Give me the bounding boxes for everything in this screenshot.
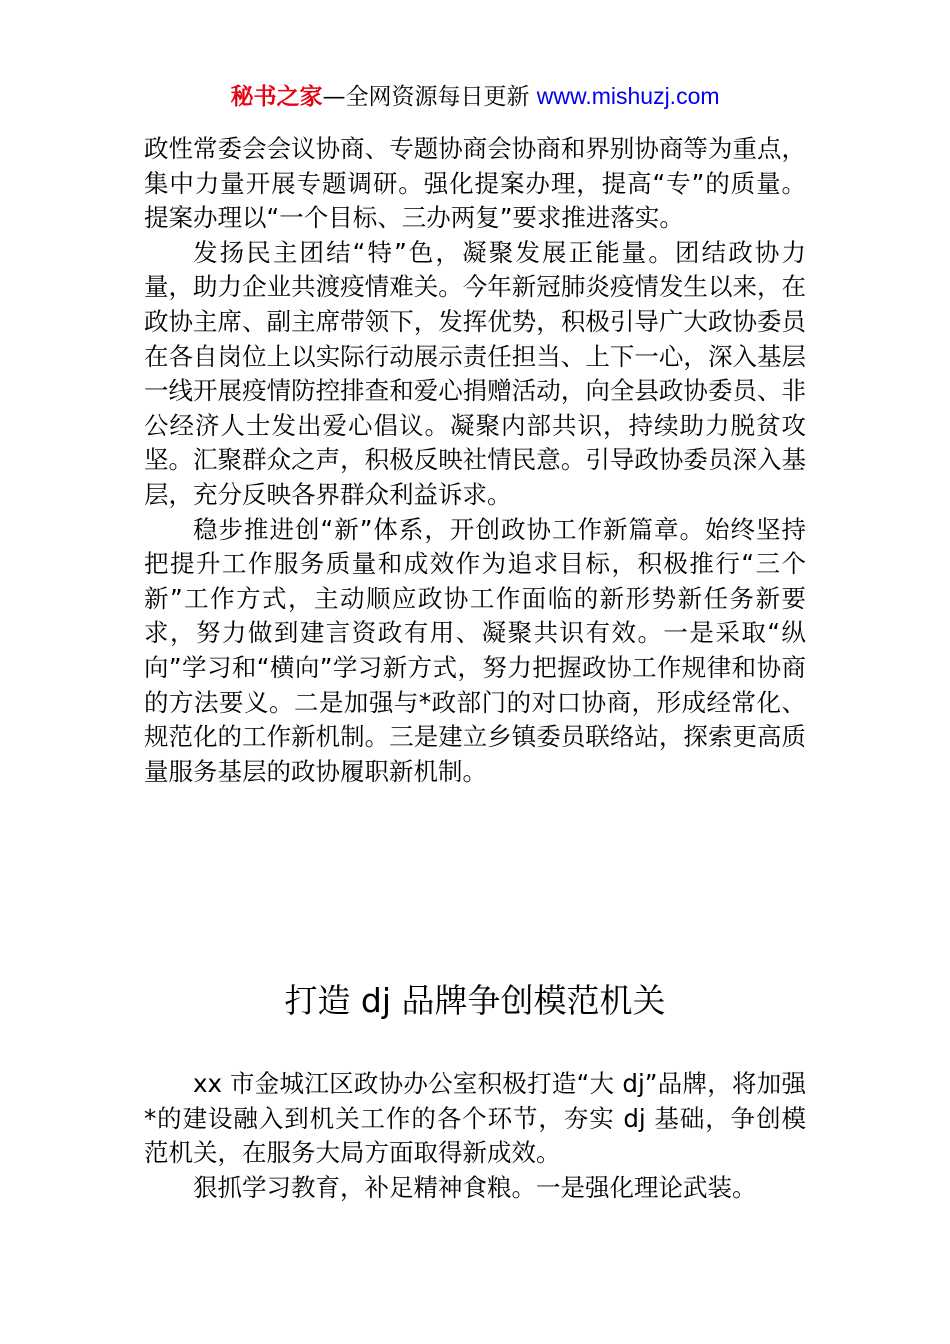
paragraph-innovation: 稳步推进创“新”体系，开创政协工作新篇章。始终坚持把提升工作服务质量和成效作为追求目标，积极推行“三个新”工作方式，主动顺应政协工作面临的新形势新任务新要求，努力做到建言资政有用、凝聚共识有效。一是采取“纵向”学习和“横向”学习新方式，努力把握政协工作规律和协商的方法要义。二是加强与*政部门的对口协商，形成经常化、规范化的工作新机制。三是建立乡镇委员联络站，探索更高质量服务基层的政协履职新机制。 xyxy=(144,514,806,786)
page-header xyxy=(0,80,950,113)
paragraph-continued: 政性常委会会议协商、专题协商会协商和界别协商等为重点，集中力量开展专题调研。强化提案办理，提高“专”的质量。提案办理以“一个目标、三办两复”要求推进落实。 xyxy=(144,134,806,233)
paragraph-democratic-unity: 发扬民主团结“特”色，凝聚发展正能量。团结政协力量，助力企业共渡疫情难关。今年新冠肺炎疫情发生以来，在政协主席、副主席带领下，发挥优势，积极引导广大政协委员在各自岗位上以实际行动展示责任担当、上下一心，深入基层一线开展疫情防控排查和爱心捐赠活动，向全县政协委员、非公经济人士发出爱心倡议。凝聚内部共识，持续助力脱贫攻坚。汇聚群众之声，积极反映社情民意。引导政协委员深入基层，充分反映各界群众利益诉求。 xyxy=(144,237,806,509)
header-site-link[interactable]: www.mishuzj.com xyxy=(536,83,720,109)
header-tagline: —全网资源每日更新 xyxy=(322,84,537,110)
paragraph-intro: xx 市金城江区政协办公室积极打造“大 dj”品牌，将加强*的建设融入到机关工作的各个环节，夯实 dj 基础，争创模范机关，在服务大局方面取得新成效。 xyxy=(144,1069,806,1168)
text-block-1 xyxy=(144,132,806,789)
header-brand: 秘书之家 xyxy=(230,84,323,110)
text-block-2 xyxy=(144,1067,806,1205)
section-heading: 打造 dj 品牌争创模范机关 xyxy=(284,981,666,1020)
paragraph-study: 狠抓学习教育，补足精神食粮。一是强化理论武装。 xyxy=(193,1172,757,1202)
